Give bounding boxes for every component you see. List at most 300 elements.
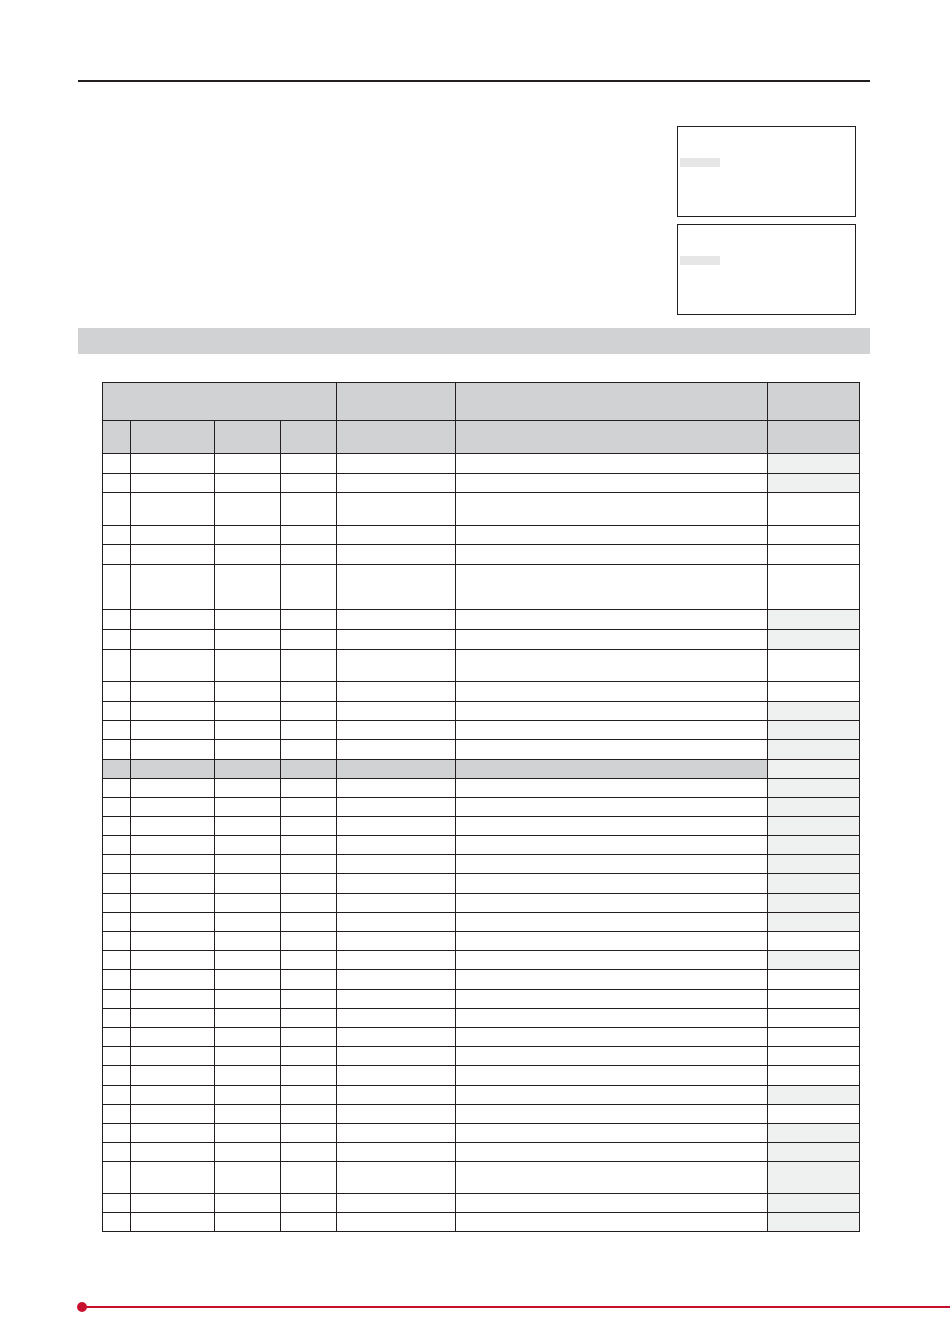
table-cell (215, 913, 281, 932)
table-cell (768, 740, 860, 760)
table-cell (768, 970, 860, 990)
table-cell (768, 474, 860, 493)
table-cell (215, 650, 281, 682)
table-cell (281, 545, 337, 565)
table-cell (131, 1162, 215, 1194)
table-subheader-row (103, 421, 860, 454)
table-cell (768, 493, 860, 526)
table-cell (768, 565, 860, 610)
table-row (103, 1162, 860, 1194)
subheader-cell (768, 421, 860, 454)
table-body (103, 454, 860, 1232)
table-row (103, 545, 860, 565)
table-cell (281, 1047, 337, 1066)
table-cell (131, 798, 215, 817)
footer-rule (82, 1306, 950, 1308)
table-cell (103, 610, 131, 630)
table-cell (103, 682, 131, 702)
table-cell (281, 526, 337, 545)
table-cell (281, 702, 337, 721)
table-cell (337, 1047, 456, 1066)
table-cell (103, 474, 131, 493)
table-cell (337, 565, 456, 610)
table-cell (768, 1009, 860, 1028)
subheader-cell (456, 421, 768, 454)
table-cell (337, 493, 456, 526)
table-cell (215, 454, 281, 474)
table-cell (337, 1124, 456, 1143)
table-cell (215, 932, 281, 951)
table-cell (103, 1086, 131, 1105)
table-cell (456, 650, 768, 682)
table-cell (768, 1143, 860, 1162)
table-cell (337, 650, 456, 682)
header-cell (456, 383, 768, 421)
table-cell (337, 798, 456, 817)
table-cell (456, 545, 768, 565)
table-cell (131, 1124, 215, 1143)
table-row (103, 913, 860, 932)
table-cell (337, 545, 456, 565)
table-cell (768, 817, 860, 836)
table-cell (215, 493, 281, 526)
table-cell (456, 836, 768, 855)
table-cell (215, 1047, 281, 1066)
table-cell (103, 1066, 131, 1086)
table-cell (456, 1047, 768, 1066)
table-cell (456, 970, 768, 990)
table-cell (281, 817, 337, 836)
table-cell (456, 1194, 768, 1213)
table-cell (215, 894, 281, 913)
top-rule (78, 80, 870, 82)
table-cell (337, 610, 456, 630)
table-cell (456, 630, 768, 650)
table-cell (131, 1028, 215, 1047)
table-cell (281, 855, 337, 874)
table-cell (337, 454, 456, 474)
table-row (103, 740, 860, 760)
table-cell (131, 760, 215, 779)
table-cell (103, 779, 131, 798)
table-cell (131, 1143, 215, 1162)
table-cell (281, 1066, 337, 1086)
table-group-row (103, 760, 860, 779)
table-cell (103, 798, 131, 817)
table-cell (215, 565, 281, 610)
table-cell (215, 970, 281, 990)
table-cell (337, 1028, 456, 1047)
table-cell (281, 836, 337, 855)
table-cell (103, 760, 131, 779)
table-cell (281, 1124, 337, 1143)
table-cell (768, 990, 860, 1009)
table-cell (131, 610, 215, 630)
header-group-cell (103, 383, 337, 421)
table-cell (768, 1213, 860, 1232)
table-row (103, 798, 860, 817)
table-cell (131, 1086, 215, 1105)
table-cell (131, 682, 215, 702)
table-cell (456, 932, 768, 951)
table-cell (131, 630, 215, 650)
table-cell (337, 721, 456, 740)
info-box-2 (677, 224, 856, 315)
table-cell (337, 932, 456, 951)
table-cell (215, 1066, 281, 1086)
table-cell (215, 779, 281, 798)
table-cell (337, 874, 456, 894)
table-cell (337, 760, 456, 779)
table-cell (131, 913, 215, 932)
subheader-cell (337, 421, 456, 454)
specification-table (102, 382, 860, 1232)
table-row (103, 630, 860, 650)
table-cell (215, 1028, 281, 1047)
table-row (103, 721, 860, 740)
info-box-2-highlight (680, 256, 720, 265)
table-cell (131, 1194, 215, 1213)
table-row (103, 817, 860, 836)
table-header-row (103, 383, 860, 421)
table-cell (456, 874, 768, 894)
table-cell (768, 545, 860, 565)
table-cell (281, 493, 337, 526)
table-cell (215, 1086, 281, 1105)
table-cell (215, 855, 281, 874)
table-cell (103, 874, 131, 894)
table-cell (337, 526, 456, 545)
table-cell (281, 894, 337, 913)
info-box-1-highlight (680, 158, 720, 167)
table-cell (215, 760, 281, 779)
subheader-cell (281, 421, 337, 454)
table-cell (281, 913, 337, 932)
table-cell (215, 610, 281, 630)
table-cell (337, 779, 456, 798)
table-cell (337, 1162, 456, 1194)
table-cell (103, 817, 131, 836)
table-cell (215, 798, 281, 817)
table-cell (456, 1028, 768, 1047)
table-cell (131, 990, 215, 1009)
table-cell (456, 610, 768, 630)
table-cell (456, 702, 768, 721)
table-cell (215, 836, 281, 855)
table-row (103, 610, 860, 630)
table-cell (456, 1162, 768, 1194)
table-row (103, 951, 860, 970)
table-cell (103, 913, 131, 932)
table-cell (103, 1009, 131, 1028)
table-cell (103, 740, 131, 760)
table-cell (281, 970, 337, 990)
table-cell (281, 1213, 337, 1232)
table-cell (337, 1009, 456, 1028)
header-cell (768, 383, 860, 421)
table-cell (456, 817, 768, 836)
table-cell (456, 760, 768, 779)
table-cell (103, 1162, 131, 1194)
table-cell (337, 630, 456, 650)
table-row (103, 970, 860, 990)
table-cell (131, 650, 215, 682)
table-row (103, 650, 860, 682)
table-cell (768, 1162, 860, 1194)
table-cell (281, 721, 337, 740)
table-cell (337, 702, 456, 721)
table-cell (215, 874, 281, 894)
table-cell (768, 1028, 860, 1047)
table-cell (281, 1143, 337, 1162)
table-cell (131, 474, 215, 493)
table-cell (281, 565, 337, 610)
table-cell (131, 1009, 215, 1028)
table-cell (456, 798, 768, 817)
table-cell (281, 1162, 337, 1194)
header-cell (337, 383, 456, 421)
table-cell (103, 1047, 131, 1066)
table-cell (215, 474, 281, 493)
table-row (103, 1143, 860, 1162)
table-cell (131, 702, 215, 721)
table-cell (281, 951, 337, 970)
table-cell (131, 951, 215, 970)
table-cell (103, 855, 131, 874)
table-cell (215, 740, 281, 760)
table-cell (131, 526, 215, 545)
table-cell (281, 760, 337, 779)
table-cell (103, 1105, 131, 1124)
table-cell (131, 932, 215, 951)
table-cell (456, 894, 768, 913)
table-row (103, 526, 860, 545)
table-cell (131, 1213, 215, 1232)
table-cell (131, 817, 215, 836)
table-cell (337, 970, 456, 990)
table-cell (103, 932, 131, 951)
table-row (103, 682, 860, 702)
table-cell (103, 1194, 131, 1213)
table-cell (456, 1124, 768, 1143)
table-row (103, 454, 860, 474)
table-cell (215, 1143, 281, 1162)
table-row (103, 990, 860, 1009)
table-cell (215, 721, 281, 740)
table-cell (456, 1009, 768, 1028)
table-cell (768, 1105, 860, 1124)
table-cell (768, 913, 860, 932)
footer-dot (77, 1302, 87, 1312)
table-cell (131, 894, 215, 913)
table-cell (337, 1143, 456, 1162)
table-cell (131, 740, 215, 760)
table-cell (456, 855, 768, 874)
table-cell (456, 565, 768, 610)
table-cell (337, 836, 456, 855)
table-row (103, 1066, 860, 1086)
table-row (103, 779, 860, 798)
table-cell (768, 874, 860, 894)
table-cell (456, 526, 768, 545)
table-cell (215, 951, 281, 970)
table-cell (103, 1143, 131, 1162)
table-cell (768, 1124, 860, 1143)
table-cell (103, 951, 131, 970)
table-cell (215, 702, 281, 721)
table-cell (103, 1124, 131, 1143)
table-cell (337, 1086, 456, 1105)
table-cell (131, 721, 215, 740)
table-row (103, 874, 860, 894)
table-cell (103, 702, 131, 721)
table-cell (103, 526, 131, 545)
table-cell (337, 990, 456, 1009)
table-cell (131, 779, 215, 798)
table-cell (337, 1066, 456, 1086)
table-cell (337, 913, 456, 932)
table-cell (215, 682, 281, 702)
table-cell (456, 474, 768, 493)
table-cell (131, 836, 215, 855)
table-cell (103, 650, 131, 682)
table-row (103, 836, 860, 855)
table-cell (215, 817, 281, 836)
table-cell (768, 650, 860, 682)
table-cell (281, 474, 337, 493)
table-cell (456, 682, 768, 702)
table-cell (131, 855, 215, 874)
table-cell (768, 1047, 860, 1066)
table-cell (337, 894, 456, 913)
table-row (103, 702, 860, 721)
table-cell (215, 545, 281, 565)
table-cell (768, 682, 860, 702)
table-cell (768, 526, 860, 545)
table-cell (131, 1105, 215, 1124)
table-cell (281, 740, 337, 760)
table-cell (768, 630, 860, 650)
table-cell (103, 836, 131, 855)
table-cell (281, 1105, 337, 1124)
table-cell (131, 565, 215, 610)
table-cell (337, 474, 456, 493)
table-row (103, 474, 860, 493)
table-cell (281, 682, 337, 702)
table-cell (131, 1066, 215, 1086)
table-cell (215, 526, 281, 545)
table-cell (456, 990, 768, 1009)
table-cell (215, 1162, 281, 1194)
table-cell (281, 630, 337, 650)
table-cell (768, 760, 860, 779)
table-cell (215, 1105, 281, 1124)
table-cell (131, 493, 215, 526)
table-cell (768, 855, 860, 874)
table-row (103, 932, 860, 951)
table-row (103, 493, 860, 526)
table-cell (456, 779, 768, 798)
table-cell (215, 1124, 281, 1143)
table-cell (103, 1213, 131, 1232)
table-cell (281, 1009, 337, 1028)
table-row (103, 1124, 860, 1143)
table-cell (103, 894, 131, 913)
table-cell (337, 951, 456, 970)
table-cell (456, 913, 768, 932)
table-cell (103, 721, 131, 740)
table-cell (103, 493, 131, 526)
table-cell (281, 874, 337, 894)
table-cell (768, 721, 860, 740)
table-cell (281, 932, 337, 951)
table-cell (456, 1143, 768, 1162)
table-cell (768, 702, 860, 721)
table-cell (215, 1213, 281, 1232)
table-cell (337, 1105, 456, 1124)
table-cell (768, 836, 860, 855)
info-box-1 (677, 126, 856, 217)
table-cell (281, 1194, 337, 1213)
table-row (103, 1047, 860, 1066)
table-cell (768, 932, 860, 951)
table-cell (337, 817, 456, 836)
table-cell (456, 1213, 768, 1232)
table-cell (337, 1213, 456, 1232)
table-cell (456, 721, 768, 740)
table-row (103, 855, 860, 874)
subheader-cell (131, 421, 215, 454)
table-cell (215, 990, 281, 1009)
table-cell (337, 1194, 456, 1213)
table-cell (131, 454, 215, 474)
table-cell (768, 1066, 860, 1086)
table-cell (215, 1194, 281, 1213)
subheader-cell (215, 421, 281, 454)
table-cell (103, 545, 131, 565)
table-cell (103, 990, 131, 1009)
table-cell (131, 874, 215, 894)
table-cell (768, 1194, 860, 1213)
table-cell (281, 650, 337, 682)
table-cell (103, 1028, 131, 1047)
table-cell (215, 630, 281, 650)
table-cell (103, 565, 131, 610)
table-row (103, 1213, 860, 1232)
table-cell (456, 1066, 768, 1086)
table-row (103, 894, 860, 913)
table-cell (456, 1086, 768, 1105)
table-cell (768, 454, 860, 474)
table-cell (337, 682, 456, 702)
table-cell (337, 740, 456, 760)
table-cell (456, 454, 768, 474)
table-cell (456, 1105, 768, 1124)
table-cell (281, 1086, 337, 1105)
table-cell (281, 779, 337, 798)
table-cell (768, 798, 860, 817)
table-cell (103, 970, 131, 990)
table-cell (768, 779, 860, 798)
table-cell (337, 855, 456, 874)
table-cell (131, 545, 215, 565)
table-cell (215, 1009, 281, 1028)
table-cell (768, 1086, 860, 1105)
table-cell (768, 610, 860, 630)
table-cell (456, 740, 768, 760)
table-cell (768, 951, 860, 970)
table-cell (281, 610, 337, 630)
